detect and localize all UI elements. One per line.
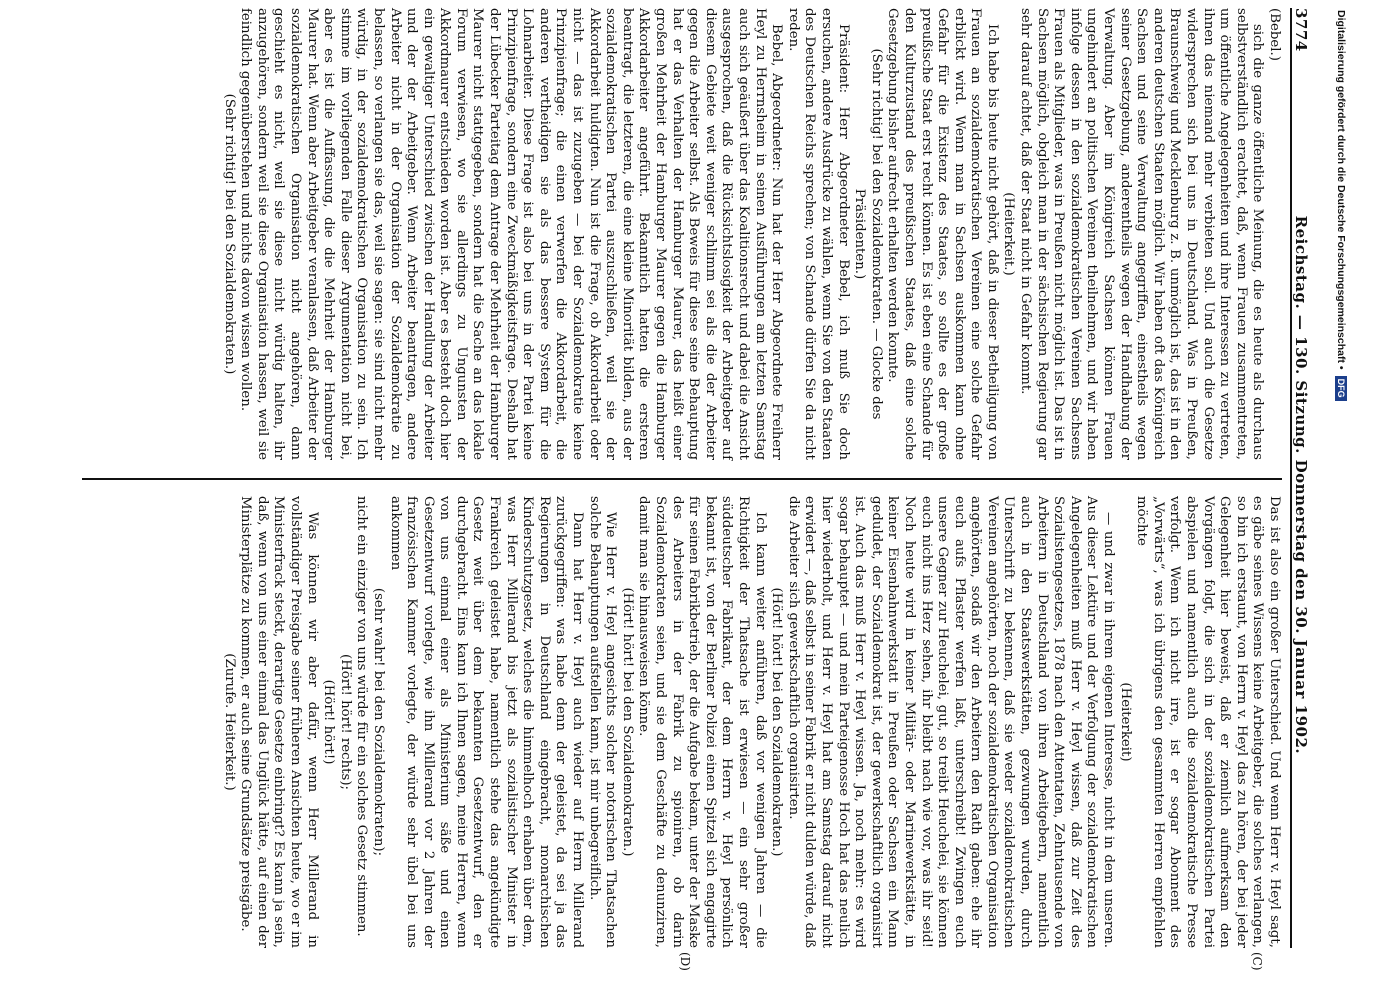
paragraph: nicht ein einziger von uns würde für ein solches Gesetz stimmen. xyxy=(354,496,370,937)
paragraph: Ich habe bis heute nicht gehört, daß in dieser Betheiligung von Frauen an sozialdemokratischen Vereinen eine solche Gefahr erblickt wird. Wenn man in Sachsen auskommen kann ohne Gefahr für die Existenz des Staates, so sollte es der große preußische Staat erst recht können. Es ist eben eine Schande für den Kulturzustand des preußischen Staates, daß eine solche Gesetzgebung bisher aufrecht erhalten werden konnte. xyxy=(885,8,1000,460)
paragraph: Was können wir aber dafür, wenn Herr Millerand in vollständiger Preisgabe seiner früheren Ansichten heute, wo er im Ministerfrack steckt, derartige Gesetze einbringt? Es kann ja sein, daß, wenn von uns einer einmal das Unglück hätte, auf einen der Ministerplätze zu kommen, er auch seine Grundsätze preisgäbe. xyxy=(238,496,320,948)
interjection: (Zurufe. Heiterkeit.) xyxy=(221,653,237,791)
rotated-page-content xyxy=(70,8,1320,971)
credit-text: Digitalisierung gefördert durch die Deutsche Forschungsgemeinschaft • xyxy=(1335,10,1347,370)
interjection: (Hört! hört!) xyxy=(321,679,337,765)
margin-mark-c: (C) xyxy=(1250,952,1264,971)
interjection: (Hört! hört! bei den Sozialdemokraten.) xyxy=(769,587,785,857)
paragraph: — und zwar in ihrem eigenen Interesse, nicht in dem unseren. Aus dieser Lektüre und der Verfolgung der sozialdemokratischen Angelegenheiten muß Herr v. Heyl wissen, daß zur Zeit des Sozialistengesetzes, 1878 nach den Attentaten, Zehntausende von Arbeitern in Deutschland von ihren Arbeitgebern, namentlich auch in den Staatswerkstätten, gezwungen wurden, durch Unterschrift zu bekennen, daß sie weder sozialdemokratischen Vereinen angehörten, noch der sozialdemokratischen Organisation angehörten, sodaß wir den Arbeitern den Rath gaben: ehe ihr euch aufs Pflaster werfen laßt, unterschreibt! Zwingen euch unsere Gegner zur Heuchelei, gut, so treibt Heuchelei, sie können euch nicht ins Herz sehen, ihr bleibt nach wie vor, was ihr seid! Noch heute wird in keiner Militär- oder Marinewerkstätte, in keiner Eisenbahnwerkstatt in Preußen oder Sachsen ein Mann geduldet, der Sozialdemokrat ist, der gewerkschaftlich organisirt ist. Auch das muß Herr v. Heyl wissen. Ja, noch mehr: es wird sogar behauptet — und mein Parteigenosse Hoch hat das neulich hier wiederholt, und Herr v. Heyl hat am Samstag darauf nicht erwidert —, daß selbst in seiner Fabrik er nicht dulden würde, daß die Arbeiter sich gewerkschaftlich organisirten. xyxy=(785,496,1117,948)
text-columns xyxy=(82,8,1282,971)
paragraph-president: Präsident: Herr Abgeordneter Bebel, ich muß Sie doch ersuchen, andere Ausdrücke zu wählen, wenn Sie von den Staaten des Deutschen Reichs sprechen; von Schande dürfen Sie da nicht reden. xyxy=(785,8,851,460)
paragraph: Ich kann weiter anführen, daß vor wenigen Jahren — die Richtigkeit der Thatsache ist erwiesen — ein sehr großer süddeutscher Fabrikant, der dem Herrn v. Heyl persönlich bekannt ist, von der Berliner Polizei einen Spitzel sich engagirte für seinen Fabrikbetrieb, der die Aufgabe bekam, unter der Maske des Arbeiters in der Fabrik zu spioniren, ob darin Sozialdemokraten seien, und sie dem Geschäfte zu denunziren, damit man sie hinausweisen könne. xyxy=(636,496,768,948)
dfg-logo: DFG xyxy=(1335,376,1347,401)
paragraph: Wie Herr v. Heyl angesichts solcher notorischen Thatsachen solche Behauptungen aufstellen kann, ist mir unbegreiflich. xyxy=(586,496,619,948)
interjection: (Hört! hört! bei den Sozialdemokraten.) xyxy=(619,587,635,857)
interjection: (Heiterkeit) xyxy=(1117,682,1133,762)
page-header xyxy=(1290,8,1320,948)
page-number: 3774 xyxy=(1292,8,1310,52)
speaker-tag: (Bebel.) xyxy=(1267,8,1282,61)
digitization-credit xyxy=(1331,10,1351,990)
header-title: Reichstag. — 130. Sitzung. Donnerstag den 30. Januar 1902. xyxy=(1292,215,1310,755)
column-divider xyxy=(82,478,1282,480)
paragraph: Dann hat Herr v. Heyl auch wieder auf Herrn Millerand zurückgegriffen: was habe denn der geleistet, da sei ja das Regierungen in Deutschland eingebracht, monarchischen Kinderschutzgesetz, welches die himmelhoch erhaben über dem, was Herr Millerand bis jetzt als sozialistischer Minister in Frankreich geleistet habe, namentlich stehe das angekündigte Gesetz weit über dem bekannten Gesetzentwurf, den er durchgebracht. Eins kann ich Ihnen sagen, meine Herren, wenn von uns einmal einer als Ministerium säße und einen Gesetzentwurf vorlegte, wie ihn Millerand vor 2 Jahren der französischen Kammer vorlegte, der würde sehr übel bei uns ankommen xyxy=(387,496,586,948)
paragraph: sich die ganze öffentliche Meinung, die es heute als durchaus selbstverständlich erachtet, daß, wenn Frauen zusammentreten, um öffentliche Angelegenheiten und ihre Interessen zu vertreten, ihnen das niemand mehr verbieten soll. Und auch die Gesetze widersprechen sich bei uns in Deutschland. Was in Preußen, Braunschweig und Mecklenburg z. B. unmöglich ist, das ist in den anderen deutschen Staaten möglich. Wir haben oft das Königreich Sachsen und seine Verwaltung angegriffen, einestheils wegen seiner Gesetzgebung, anderentheils wegen der Handhabung der Verwaltung. Aber im Königreich Sachsen können Frauen ungehindert an politischen Vereinen theilnehmen, und wir haben infolge dessen in den sozialdemokratischen Vereinen Sachsens Frauen als Mitglieder, was in Preußen nicht möglich ist. Das ist in Sachsen möglich, obgleich man in der sächsischen Regierung gar sehr darauf achtet, daß der Staat nicht in Gefahr kommt. xyxy=(1018,8,1266,460)
margin-mark-d: (D) xyxy=(678,952,692,971)
right-column xyxy=(82,496,1282,948)
interjection: (Sehr richtig! bei den Sozialdemokraten.) xyxy=(221,93,237,375)
interjection: (Heiterkeit.) xyxy=(1001,192,1017,276)
interjection: (sehr wahr! bei den Sozialdemokraten); xyxy=(370,587,386,857)
interjection: (Sehr richtig! bei den Sozialdemokraten. — Glocke des Präsidenten.) xyxy=(852,48,884,420)
left-column xyxy=(82,8,1282,460)
paragraph: Das ist also ein großer Unterschied. Und wenn Herr v. Heyl sagt, es gäbe seines Wissens keine Arbeitgeber, die solches verlangen, so bin ich erstaunt, von Herrn v. Heyl das zu hören, der bei jeder Gelegenheit hier beweist, daß er ziemlich aufmerksam den Vorgängen folgt, die sich in der sozialdemokratischen Partei abspielen und namentlich auch die sozialdemokratische Presse verfolgt. Wenn ich nicht irre, ist er sogar Abonnent des „Vorwärts“, was ich übrigens den gesammten Herren empfehlen möchte xyxy=(1134,496,1282,948)
paragraph-bebel: Bebel, Abgeordneter: Nun hat der Herr Abgeordnete Freiherr Heyl zu Herrnsheim in seinen Ausführungen am letzten Samstag auch sich geäußert über das Koalitionsrecht und dabei die Ansicht ausgesprochen, daß die Rücksichtslosigkeit der Arbeitgeber auf diesem Gebiete weit weniger schlimm sei als die der Arbeiter gegen die Arbeiter selbst. Als Beweis für diese seine Behauptung hat er das Verhalten der Hamburger Maurer, das heißt einer großen Mehrheit der Hamburger Maurer gegen die Hamburger Akkordarbeiter angeführt. Bekanntlich hatten die ersteren beantragt, die letzteren, die eine kleine Minorität bilden, aus der sozialdemokratischen Partei auszuschließen, weil sie der Akkordarbeit huldigten. Nun ist die Frage, ob Akkordarbeit oder nicht — das ist zuzugeben — bei der Sozialdemokratie keine Prinzipienfrage; die einen verwerfen die Akkordarbeit, die anderen vertheidigen sie als das bessere System für die Lohnarbeiter. Diese Frage ist also bei uns in der Partei keine Prinzipienfrage, sondern eine Zweckmäßigkeitsfrage. Deshalb hat der Lübecker Parteitag dem Antrage der Mehrheit der Hamburger Maurer nicht stattgegeben, sondern hat die Sache an das lokale Forum verwiesen, wo sie allerdings zu Ungunsten der Akkordmaurer entschieden worden ist. Aber es besteht doch hier ein gewaltiger Unterschied zwischen der Handlung der Arbeiter und der der Arbeitgeber. Wenn Arbeiter beantragen, andere Arbeiter nicht in der Organisation der Sozialdemokratie zu belassen, so verlangen sie das, weil sie sagen: sie sind nicht mehr würdig, in der sozialdemokratischen Organisation zu sein. Ich stimme im vorliegenden Falle dieser Argumentation nicht bei, aber es ist die Auffassung, die die Mehrheit der Hamburger Maurer hat. Wenn aber Arbeitgeber veranlassen, daß Arbeiter der sozialdemokratischen Organisation nicht angehören, dann geschieht es nicht, weil sie diese nicht würdig halten, ihr anzugehören, sondern weil sie diese Organisation hassen, weil sie feindlich gegenüberstehen und nichts davon wissen wollen. xyxy=(238,8,785,460)
interjection: (Hört! hört! rechts); xyxy=(337,654,353,790)
